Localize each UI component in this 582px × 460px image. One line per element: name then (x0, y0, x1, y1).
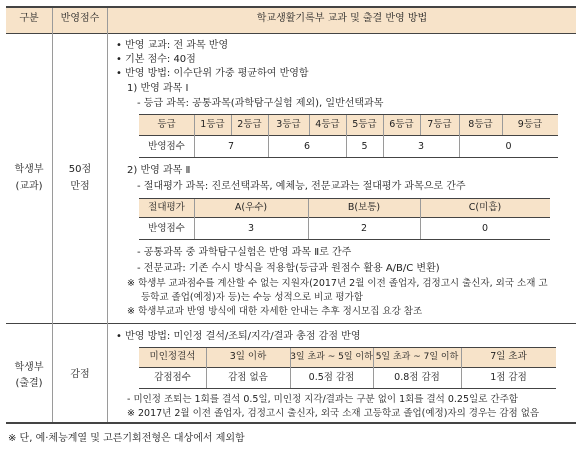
att-row-label: 감점점수 (154, 372, 191, 383)
grade-row-label: 반영점수 (148, 141, 185, 152)
section1-label-1: 학생부 (14, 164, 44, 175)
header-category: 구분 (19, 13, 39, 24)
star-note-2: ※ 학생부교과 반영 방식에 대한 자세한 안내는 추후 정시모집 요강 참조 (127, 306, 423, 317)
att-table-top (139, 347, 556, 348)
attendance-bullet: • 반영 방법: 미인정 결석/조퇴/지각/결과 총점 감점 반영 (116, 331, 361, 342)
section2-label-2: (출결) (15, 378, 43, 389)
abs-table-top (139, 198, 550, 199)
grade-value: 5 (361, 141, 368, 152)
att-header: 3일 이하 (229, 351, 267, 362)
col-divider-1 (52, 8, 53, 422)
grade-header: 2등급 (237, 119, 262, 130)
section2-label-1: 학생부 (14, 362, 44, 373)
abs-value: 3 (247, 223, 255, 234)
abs-table-mid (139, 217, 550, 218)
star-note-1: ※ 학생부 교과점수를 계산할 수 없는 지원자(2017년 2월 이전 졸업자, 검정고시 출신자, 외국 소재 고 (127, 278, 548, 289)
bottom-border (6, 422, 576, 424)
bullet-subjects: • 반영 교과: 전 과목 반영 (116, 40, 229, 51)
grade-header: 등급 (157, 119, 176, 130)
top-border (6, 6, 576, 8)
section2-score: 감점 (70, 369, 90, 380)
att-note-1: - 미인정 조퇴는 1회를 결석 0.5일, 미인정 지각/결과는 구분 없이 1회를 결석 0.25일로 간주함 (127, 394, 518, 405)
abs-row-label: 반영점수 (148, 223, 185, 234)
star-note-1-cont: 등학교 졸업(예정)자 등)는 수능 성적으로 비교 평가함 (141, 292, 363, 303)
footer-note: ※ 단, 예·체능계열 및 고른기회전형은 대상에서 제외함 (8, 433, 245, 444)
att-value: 0.8점 감점 (394, 372, 440, 383)
grade-header: 1등급 (200, 119, 225, 130)
att-value: 1점 감점 (490, 372, 527, 383)
bullet-method: • 반영 방법: 이수단위 가중 평균하여 반영함 (116, 68, 309, 79)
method1-desc: - 등급 과목: 공통과목(과학탐구실험 제외), 일반선택과목 (137, 98, 384, 109)
grade-table-top (139, 114, 558, 115)
abs-table-bottom (139, 239, 550, 240)
grade-table-mid (139, 135, 558, 136)
abs-header: C(미흡) (468, 202, 502, 213)
method2-title: 2) 반영 과목 Ⅱ (127, 165, 191, 176)
att-header: 3일 초과 ~ 5일 이하 (290, 352, 373, 362)
att-header: 7일 초과 (490, 351, 527, 362)
abs-header: A(우수) (234, 202, 268, 213)
grade-table-bottom (139, 157, 558, 158)
grade-header: 5등급 (352, 119, 377, 130)
note-science-lab: - 공통과목 중 과학탐구실험은 반영 과목 Ⅱ로 간주 (137, 247, 352, 258)
att-header: 미인정결석 (149, 351, 196, 362)
grade-value: 3 (417, 141, 425, 152)
col-divider-2 (107, 8, 108, 422)
att-value: 0.5점 감점 (308, 372, 355, 383)
abs-header: 절대평가 (148, 202, 185, 213)
att-header: 5일 초과 ~ 7일 이하 (375, 352, 459, 362)
grade-header: 7등급 (427, 119, 452, 130)
att-table-bottom (139, 388, 556, 389)
grade-header: 9등급 (517, 119, 543, 130)
abs-value: 2 (360, 223, 368, 234)
section1-score-2: 만점 (70, 181, 90, 192)
grade-header: 4등급 (315, 119, 340, 130)
method1-title: 1) 반영 과목 Ⅰ (127, 83, 189, 94)
att-table-mid (139, 367, 556, 368)
grade-value: 7 (227, 141, 235, 152)
grade-value: 0 (505, 141, 512, 152)
grade-header: 3등급 (276, 119, 301, 130)
grade-header: 8등급 (468, 119, 493, 130)
section1-score-1: 50점 (68, 164, 92, 175)
grade-header: 6등급 (389, 119, 414, 130)
note-vocational: - 전문교과: 기존 수시 방식을 적용함(등급과 원점수 활용 A/B/C 변환) (137, 263, 440, 274)
section-divider (6, 323, 576, 324)
header-score: 반영점수 (60, 13, 100, 24)
abs-value: 0 (481, 223, 489, 234)
att-value: 감점 없음 (228, 372, 268, 383)
header-method: 학교생활기록부 교과 및 출결 반영 방법 (256, 13, 428, 24)
section1-label-2: (교과) (15, 181, 43, 192)
att-note-2: ※ 2017년 2월 이전 졸업자, 검정고시 출신자, 외국 소재 고등학교 졸업(예정)자의 경우는 감점 없음 (127, 408, 540, 419)
grade-value: 6 (303, 141, 311, 152)
bullet-base-score: • 기본 점수: 40점 (116, 54, 196, 65)
header-bottom-border (6, 33, 576, 34)
abs-header: B(보통) (347, 202, 381, 213)
method2-desc: - 절대평가 과목: 진로선택과목, 예체능, 전문교과는 절대평가 과목으로 간주 (137, 181, 466, 192)
